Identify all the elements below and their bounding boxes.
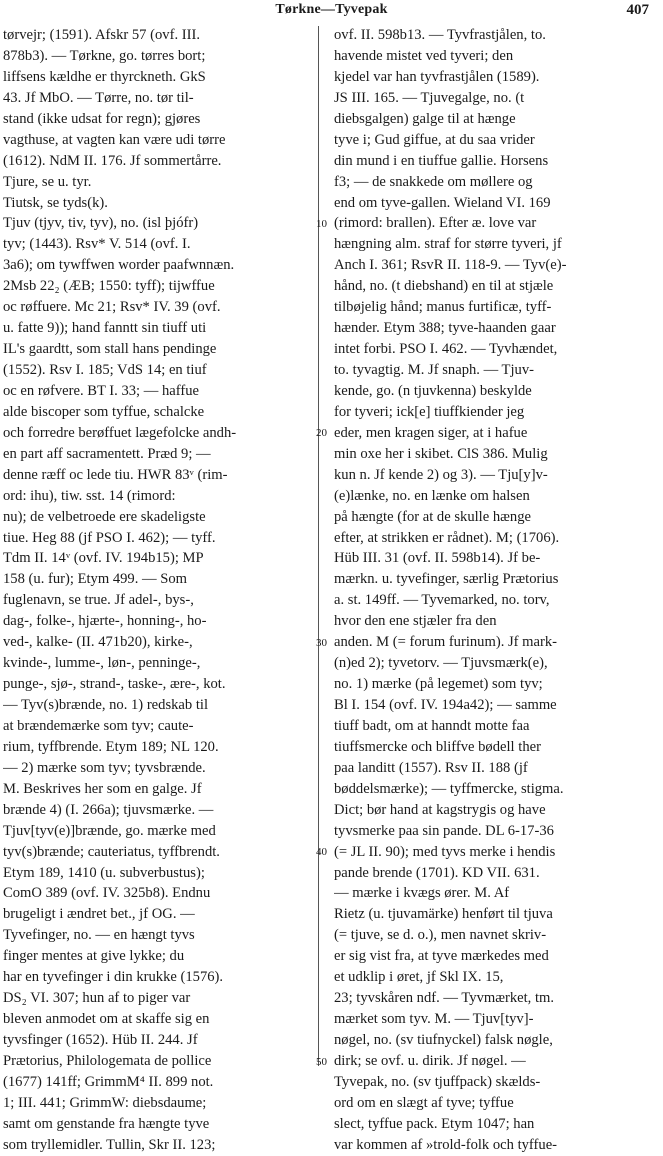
text-line: — 2) mærke som tyv; tyvsbrænde. — [3, 759, 206, 776]
text-line: f3; — de snakkede om møllere og — [334, 173, 533, 190]
text-line: ord om en slægt af tyve; tyffue — [334, 1094, 514, 1111]
text-line: mærket som tyv. M. — Tjuv[tyv]- — [334, 1011, 534, 1028]
text-line: har en tyvefinger i din krukke (1576). — [3, 969, 224, 986]
text-line: denne ræff oc lede tiu. HWR 83ᵛ (rim- — [3, 466, 228, 483]
text-line: oc røffuere. Mc 21; Rsv* IV. 39 (ovf. — [3, 299, 221, 316]
text-line: tiuffsmercke och bliffve bødell ther — [334, 738, 541, 755]
text-line: ovf. II. 598b13. — Tyvfrastjålen, to. — [334, 27, 546, 43]
text-line: nøgel, no. (sv tiufnyckel) falsk nøgle, — [334, 1032, 553, 1048]
text-line: tyv; (1443). Rsv* V. 514 (ovf. I. — [3, 236, 191, 253]
text-line: 878b3). — Tørkne, go. tørres bort; — [3, 47, 206, 64]
text-line: at brændemærke som tyv; caute- — [3, 717, 194, 734]
text-line: vagthuse, at vagten kan være udi tørre — [3, 131, 226, 148]
text-line: hængning alm. straf for større tyveri, jf — [334, 236, 562, 253]
text-line: end om tyve-gallen. Wieland VI. 169 — [334, 194, 551, 211]
text-line: var kommen af »trold-folk och tyffue- — [334, 1136, 558, 1153]
text-line: rium, tyffbrende. Etym 189; NL 120. — [3, 738, 219, 755]
text-line: punge-, sjø-, strand-, taske-, ære-, kot. — [3, 676, 226, 693]
text-line: fuglenavn, se true. Jf adel-, bys-, — [3, 592, 194, 609]
text-line: ord: ihu), tiw. sst. 14 (rimord: — [3, 487, 176, 504]
page-header — [0, 2, 663, 22]
text-line: Dict; bør hand at kagstrygis og have — [334, 801, 546, 818]
text-line: Tjuv[tyv(e)]brænde, go. mærke med — [3, 822, 216, 839]
text-line: JS III. 165. — Tjuvegalge, no. (t — [334, 89, 525, 106]
text-line: oc en røfvere. BT I. 33; — haffue — [3, 382, 200, 399]
text-line: bøddelsmærke); — tyffmercke, stigma. — [334, 780, 564, 797]
line-number: 10 — [316, 217, 327, 230]
text-line: tilbøjelig hånd; manus furtificæ, tyff- — [334, 299, 552, 316]
left-column — [3, 25, 313, 1156]
text-line: Anch I. 361; RsvR II. 118-9. — Tyv(e)- — [334, 257, 567, 274]
text-line: — mærke i kvægs ører. M. Af — [334, 885, 510, 902]
text-line: tørvejr; (1591). Afskr 57 (ovf. III. — [3, 27, 200, 43]
text-line: tyv(s)brænde; cauteriatus, tyffbrendt. — [3, 843, 220, 860]
text-line: (rimord: brallen). Efter æ. love var — [334, 215, 537, 232]
text-line: 2Msb 22₂ (ÆB; 1550: tyff); tijwffue — [3, 278, 215, 295]
text-line: liffsens kældhe er thyrckneth. GkS — [3, 68, 206, 85]
text-line: på hængte (for at de skulle hænge — [334, 508, 531, 525]
text-line: Bl I. 154 (ovf. IV. 194a42); — samme — [334, 697, 557, 713]
text-line: Tyvefinger, no. — en hængt tyvs — [3, 927, 195, 944]
text-line: (1677) 141ff; GrimmM⁴ II. 899 not. — [3, 1073, 214, 1090]
text-line: efter, at strikken er rådnet). M; (1706). — [334, 529, 560, 546]
text-line: paa landitt (1557). Rsv II. 188 (jf — [334, 759, 528, 776]
text-line: Tyvepak, no. (sv tjuffpack) skælds- — [334, 1073, 541, 1090]
text-line: finger mentes at give lykke; du — [3, 948, 185, 965]
text-line: havende mistet ved tyveri; den — [334, 47, 514, 64]
line-number: 20 — [316, 427, 327, 440]
text-line: bleven anmodet om at skaffe sig en — [3, 1011, 210, 1028]
text-line: Tjuv (tjyv, tiv, tyv), no. (isl þjófr) — [3, 215, 199, 232]
text-line: Tjure, se u. tyr. — [3, 173, 92, 190]
text-line: no. 1) mærke (på legemet) som tyv; — [334, 676, 543, 693]
text-line: er sig vist fra, at tyve mærkedes med — [334, 948, 549, 965]
text-line: Hüb III. 31 (ovf. II. 598b14). Jf be- — [334, 550, 541, 567]
text-line: u. fatte 9)); hand fanntt sin tiuff uti — [3, 320, 207, 337]
text-line: kende, go. (n tjuvkenna) beskylde — [334, 382, 532, 399]
text-line: kvinde-, lumme-, løn-, penninge-, — [3, 655, 201, 672]
text-line: 158 (u. fur); Etym 499. — Som — [3, 571, 188, 588]
text-line: tyvsfinger (1652). Hüb II. 244. Jf — [3, 1032, 198, 1048]
text-line: alde biscoper som tyffue, schalcke — [3, 403, 205, 420]
text-line: och forredre berøffuet lægefolcke andh- — [3, 424, 237, 441]
text-line: ComO 389 (ovf. IV. 325b8). Endnu — [3, 885, 211, 902]
text-line: (n)ed 2); tyvetorv. — Tjuvsmærk(e), — [334, 655, 548, 672]
line-number: 50 — [316, 1055, 327, 1068]
text-line: ved-, kalke- (II. 471b20), kirke-, — [3, 634, 193, 651]
text-line: Tdm II. 14ᵛ (ovf. IV. 194b15); MP — [3, 550, 204, 567]
text-line: kjedel var han tyvfrastjålen (1589). — [334, 68, 540, 85]
text-line: mærkn. u. tyvefinger, særlig Prætorius — [334, 571, 559, 588]
line-number: 40 — [316, 846, 327, 859]
text-line: M. Beskrives her som en galge. Jf — [3, 780, 202, 797]
text-line: (1552). Rsv I. 185; VdS 14; en tiuf — [3, 362, 207, 378]
text-line: et udklip i øret, jf Skl IX. 15, — [334, 969, 504, 986]
text-line: brænde 4) (I. 266a); tjuvsmærke. — — [3, 801, 214, 818]
text-line: Prætorius, Philologemata de pollice — [3, 1052, 212, 1069]
text-line: som tryllemidler. Tullin, Skr II. 123; — [3, 1136, 216, 1153]
text-line: for tyveri; ick[e] tiuffkiender jeg — [334, 403, 525, 420]
text-line: stand (ikke udsat for regn); gjøres — [3, 110, 201, 127]
text-line: hvor den ene stjæler fra den — [334, 613, 497, 630]
text-line: eder, men kragen siger, at i hafue — [334, 424, 528, 441]
text-line: Tiutsk, se tyds(k). — [3, 194, 108, 211]
text-line: IL's gaardtt, som stall hans pendinge — [3, 341, 217, 358]
text-line: (1612). NdM II. 176. Jf sommertårre. — [3, 152, 222, 169]
text-line: — Tyv(s)brænde, no. 1) redskab til — [3, 697, 209, 713]
text-line: 43. Jf MbO. — Tørre, no. tør til- — [3, 89, 194, 106]
text-line: 1; III. 441; GrimmW: diebsdaume; — [3, 1094, 207, 1111]
text-line: a. st. 149ff. — Tyvemarked, no. torv, — [334, 592, 550, 609]
text-line: tyvsmerke paa sin pande. DL 6-17-36 — [334, 822, 554, 839]
text-line: (= JL II. 90); med tyvs merke i hendis — [334, 843, 556, 860]
right-column — [334, 25, 656, 1156]
text-line: intet forbi. PSO I. 462. — Tyvhændet, — [334, 341, 558, 358]
line-number: 30 — [316, 636, 327, 649]
text-line: hænder. Etym 388; tyve-haanden gaar — [334, 320, 556, 337]
page-title: Tørkne—Tyvepak — [275, 2, 388, 17]
text-line: dag-, folke-, hjærte-, honning-, ho- — [3, 613, 207, 630]
text-line: nu); de velbetroede ere skadeligste — [3, 508, 206, 525]
text-line: slect, tyffue pack. Etym 1047; han — [334, 1115, 535, 1132]
text-line: DS₂ VI. 307; hun af to piger var — [3, 990, 191, 1007]
text-line: min oxe her i skibet. ClS 386. Mulig — [334, 445, 548, 462]
text-line: dirk; se ovf. u. dirik. Jf nøgel. — — [334, 1052, 526, 1069]
text-line: hånd, no. (t diebshand) en til at stjæle — [334, 278, 554, 295]
text-line: diebsgalgen) galge til at hænge — [334, 110, 516, 127]
column-divider — [318, 26, 319, 1066]
text-line: 23; tyvskåren ndf. — Tyvmærket, tm. — [334, 990, 555, 1007]
text-line: pande brende (1701). KD VII. 631. — [334, 864, 540, 881]
text-line: tyve i; Gud giffue, at du saa vrider — [334, 131, 535, 148]
text-line: Rietz (u. tjuvamärke) henført til tjuva — [334, 906, 553, 923]
page-number: 407 — [626, 2, 649, 18]
text-line: (e)lænke, no. en lænke om halsen — [334, 487, 530, 504]
text-line: 3a6); om tywffwen worder paafwnnæn. — [3, 257, 235, 274]
text-line: tiuff badt, om at hanndt motte faa — [334, 717, 530, 734]
text-line: anden. M (= forum furinum). Jf mark- — [334, 634, 558, 651]
text-line: din mund i en tiuffue gallie. Horsens — [334, 152, 549, 169]
text-line: Etym 189, 1410 (u. subverbustus); — [3, 864, 205, 881]
text-line: brugeligt i ændret bet., jf OG. — — [3, 906, 195, 923]
text-line: to. tyvagtig. M. Jf snaph. — Tjuv- — [334, 362, 534, 378]
text-line: en part aff sacramentett. Præd 9; — — [3, 445, 211, 462]
text-line: samt om genstande fra hængte tyve — [3, 1115, 210, 1132]
text-line: kun n. Jf kende 2) og 3). — Tju[y]v- — [334, 466, 548, 483]
text-line: tiue. Heg 88 (jf PSO I. 462); — tyff. — [3, 529, 216, 546]
text-line: (= tjuve, se d. o.), men navnet skriv- — [334, 927, 547, 944]
